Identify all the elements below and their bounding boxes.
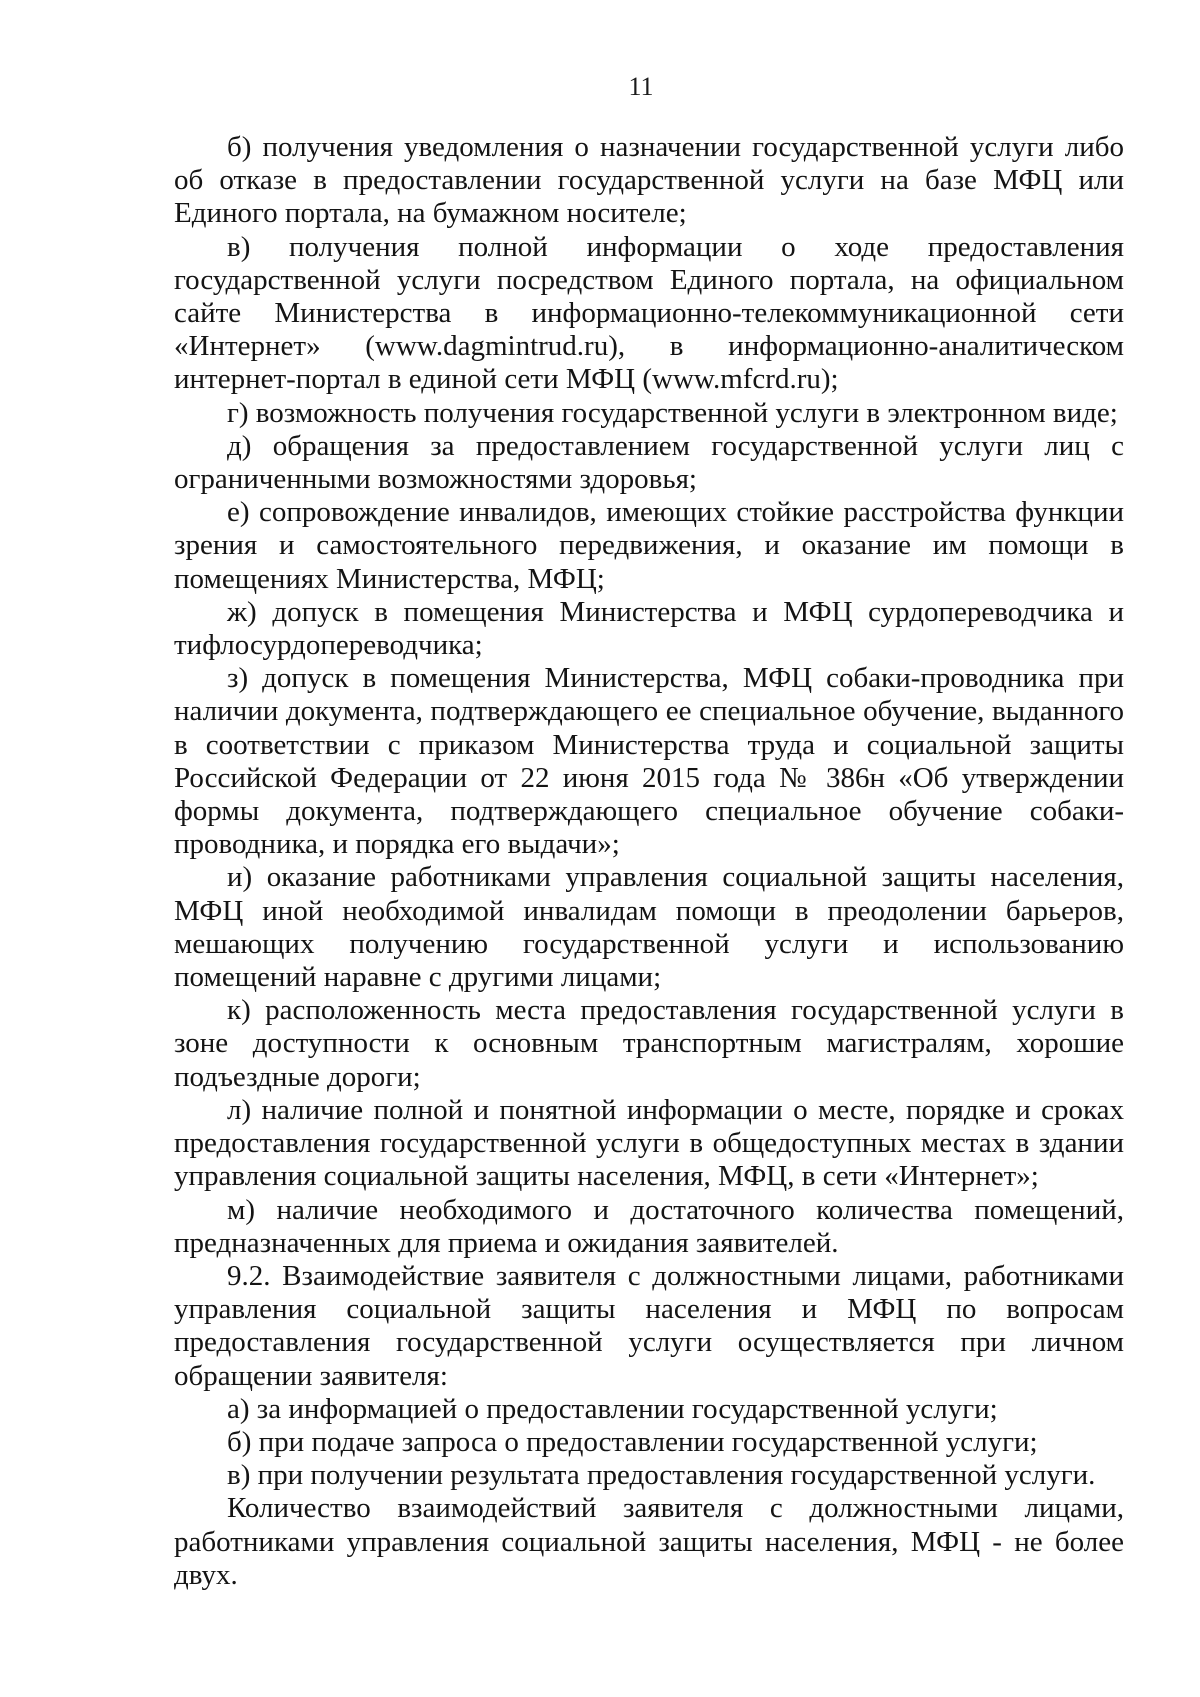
- paragraph-v-full-information: в) получения полной информации о ходе предоставления государственной услуги посредством Единого портала, на официальном сайте Министерства в информационно-телекоммуникационной сети «Интернет» (www.dagmintrud.ru), в информационно-аналитическом интернет-портал в единой сети МФЦ (www.mfcrd.ru);: [174, 230, 1124, 396]
- paragraph-9-2-interaction: 9.2. Взаимодействие заявителя с должностными лицами, работниками управления социальной защиты населения и МФЦ по вопросам предоставления государственной услуги осуществляется при личном обращении заявителя:: [174, 1259, 1124, 1392]
- document-body: [174, 131, 1124, 1592]
- paragraph-zh-sign-interpreter: ж) допуск в помещения Министерства и МФЦ сурдопереводчика и тифлосурдопереводчика;: [174, 595, 1124, 662]
- paragraph-b-submission: б) при подаче запроса о предоставлении государственной услуги;: [227, 1425, 1038, 1458]
- paragraph-b-notification: б) получения уведомления о назначении государственной услуги либо об отказе в предоставлении государственной услуги на базе МФЦ или Единого портала, на бумажном носителе;: [174, 131, 1124, 230]
- paragraph-z-guide-dog: з) допуск в помещения Министерства, МФЦ собаки-проводника при наличии документа, подтверждающего ее специальное обучение, выданного в соответствии с приказом Министерства труда и социальной защиты Российской Федерации от 22 июня 2015 года № 386н «Об утверждении формы документа, подтверждающего специальное обучение собаки-проводника, и порядка его выдачи»;: [174, 662, 1124, 861]
- paragraph-g-electronic-form: г) возможность получения государственной услуги в электронном виде;: [227, 396, 1118, 429]
- paragraph-a-information-request: а) за информацией о предоставлении государственной услуги;: [227, 1392, 998, 1425]
- paragraph-m-premises: м) наличие необходимого и достаточного количества помещений, предназначенных для приема и ожидания заявителей.: [174, 1193, 1124, 1259]
- paragraph-l-information: л) наличие полной и понятной информации о месте, порядке и сроках предоставления государственной услуги в общедоступных местах в здании управления социальной защиты населения, МФЦ, в сети «Интернет»;: [174, 1093, 1124, 1193]
- paragraph-d-limited-abilities: д) обращения за предоставлением государственной услуги лиц с ограниченными возможностями здоровья;: [174, 429, 1124, 496]
- paragraph-interaction-count: Количество взаимодействий заявителя с должностными лицами, работниками управления социальной защиты населения, МФЦ - не более двух.: [174, 1492, 1124, 1591]
- paragraph-e-escort-disabled: е) сопровождение инвалидов, имеющих стойкие расстройства функции зрения и самостоятельного передвижения, и оказание им помощи в помещениях Министерства, МФЦ;: [174, 496, 1124, 595]
- paragraph-v-result: в) при получении результата предоставления государственной услуги.: [227, 1459, 1096, 1492]
- paragraph-k-location: к) расположенность места предоставления государственной услуги в зоне доступности к основным транспортным магистралям, хорошие подъездные дороги;: [174, 994, 1124, 1093]
- paragraph-i-assistance: и) оказание работниками управления социальной защиты населения, МФЦ иной необходимой инвалидам помощи в преодолении барьеров, мешающих получению государственной услуги и использованию помещений наравне с другими лицами;: [174, 861, 1124, 994]
- page-number: 11: [628, 72, 654, 101]
